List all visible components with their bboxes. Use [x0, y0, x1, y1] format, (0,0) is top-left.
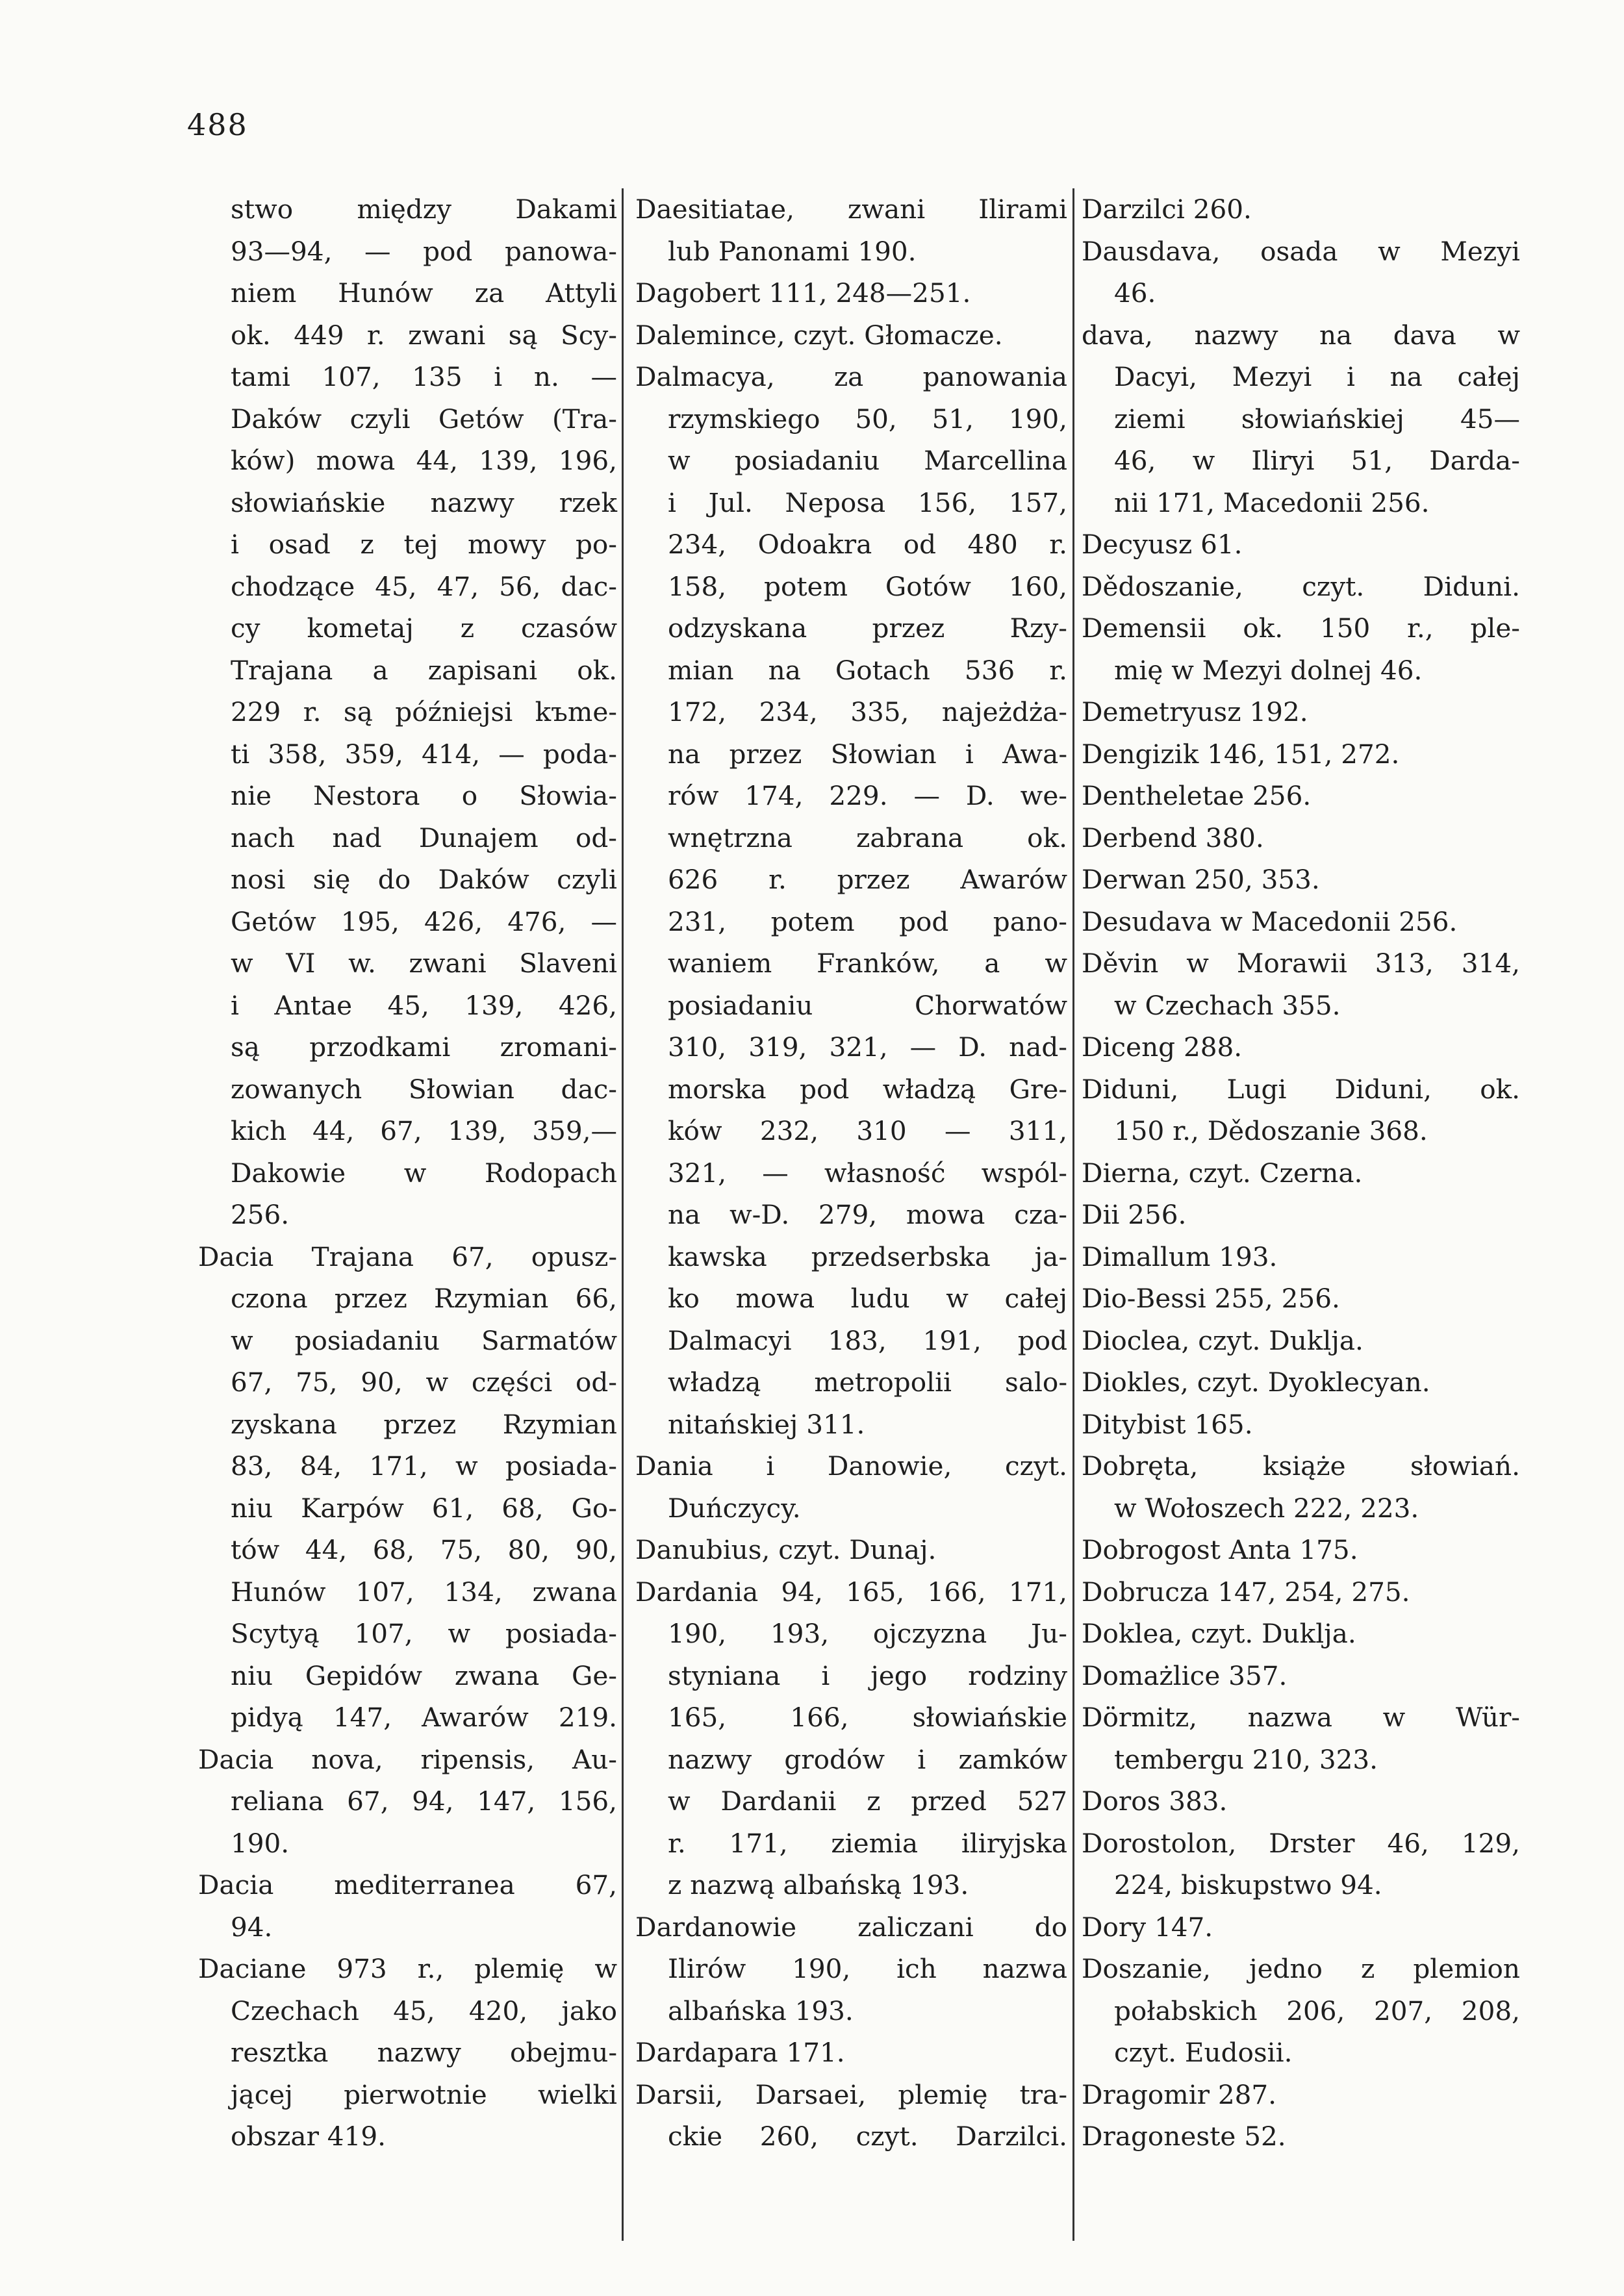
index-entry-continuation: Ilirów 190, ich nazwa: [668, 1953, 1067, 1984]
index-entry-continuation: w Wołoszech 222, 223.: [1114, 1492, 1419, 1524]
index-entry-continuation: 224, biskupstwo 94.: [1114, 1869, 1382, 1900]
index-entry-head: Decyusz 61.: [1082, 529, 1243, 560]
index-entry-continuation: połabskich 206, 207, 208,: [1114, 1995, 1520, 2026]
index-entry-continuation: 321, — własność wspól-: [668, 1157, 1067, 1189]
column-rule-right: [1072, 188, 1074, 2241]
index-entry-head: Diduni, Lugi Diduni, ok.: [1082, 1073, 1520, 1105]
index-entry-head: Dausdava, osada w Mezyi: [1082, 235, 1520, 267]
index-entry-head: Darzilci 260.: [1082, 194, 1252, 225]
index-entry-head: Diokles, czyt. Dyoklecyan.: [1082, 1367, 1430, 1398]
index-entry-continuation: czyt. Eudosii.: [1114, 2037, 1293, 2068]
index-entry-continuation: 94.: [231, 1911, 273, 1943]
index-entry-head: Dioclea, czyt. Duklja.: [1082, 1324, 1364, 1356]
index-entry-head: Derbend 380.: [1082, 822, 1264, 853]
index-entry-continuation: mię w Mezyi dolnej 46.: [1114, 654, 1423, 686]
index-entry-continuation: są przodkami zromani-: [231, 1031, 617, 1063]
index-entry-continuation: posiadaniu Chorwatów: [668, 989, 1067, 1021]
index-entry-head: Dardania 94, 165, 166, 171,: [635, 1576, 1067, 1608]
index-entry-continuation: i osad z tej mowy po-: [231, 529, 617, 560]
index-entry-head: Danubius, czyt. Dunaj.: [635, 1534, 937, 1565]
index-entry-continuation: ko mowa ludu w całej: [668, 1283, 1067, 1314]
index-entry-continuation: odzyskana przez Rzy-: [668, 612, 1067, 644]
index-entry-continuation: rzymskiego 50, 51, 190,: [668, 403, 1067, 435]
index-entry-continuation: albańska 193.: [668, 1995, 854, 2026]
index-entry-continuation: Getów 195, 426, 476, —: [231, 905, 617, 937]
index-entry-continuation: jącej pierwotnie wielki: [231, 2078, 617, 2110]
index-entry-continuation: Scytyą 107, w posiada-: [231, 1618, 617, 1649]
index-entry-continuation: 626 r. przez Awarów: [668, 864, 1067, 895]
index-entry-continuation: 83, 84, 171, w posiada-: [231, 1450, 617, 1482]
index-entry-continuation: w Dardanii z przed 527: [668, 1785, 1067, 1817]
index-entry-continuation: niem Hunów za Attyli: [231, 277, 617, 309]
index-entry-continuation: 46.: [1114, 277, 1156, 309]
index-entry-continuation: 165, 166, słowiańskie: [668, 1702, 1067, 1733]
index-entry-head: Dacia mediterranea 67,: [198, 1869, 617, 1900]
index-entry-continuation: nii 171, Macedonii 256.: [1114, 486, 1430, 518]
index-entry-continuation: nazwy grodów i zamków: [668, 1743, 1067, 1775]
index-entry-head: Doklea, czyt. Duklja.: [1082, 1618, 1356, 1649]
index-entry-continuation: resztka nazwy obejmu-: [231, 2037, 617, 2068]
index-entry-head: Dobrucza 147, 254, 275.: [1082, 1576, 1410, 1608]
index-entry-head: Dacia nova, ripensis, Au-: [198, 1743, 617, 1775]
index-entry-continuation: mian na Gotach 536 r.: [668, 654, 1067, 686]
index-entry-continuation: 172, 234, 335, najeżdża-: [668, 696, 1067, 727]
index-entry-continuation: tów 44, 68, 75, 80, 90,: [231, 1534, 617, 1565]
index-column-3: [1082, 188, 1520, 2158]
index-entry-continuation: 150 r., Dědoszanie 368.: [1114, 1115, 1428, 1146]
index-entry-continuation: na w-D. 279, mowa cza-: [668, 1199, 1067, 1230]
index-entry-continuation: Dakowie w Rodopach: [231, 1157, 617, 1189]
index-entry-continuation: rów 174, 229. — D. we-: [668, 780, 1067, 811]
index-entry-continuation: kich 44, 67, 139, 359,—: [231, 1115, 617, 1146]
index-entry-continuation: Trajana a zapisani ok.: [231, 654, 617, 686]
index-entry-head: Dragoneste 52.: [1082, 2121, 1286, 2152]
index-entry-head: Dalmacya, za panowania: [635, 361, 1067, 392]
index-entry-continuation: niu Karpów 61, 68, Go-: [231, 1492, 617, 1524]
index-entry-head: Dědoszanie, czyt. Diduni.: [1082, 570, 1520, 602]
index-entry-head: Dalemince, czyt. Głomacze.: [635, 319, 1003, 351]
index-column-1: [198, 188, 617, 2158]
index-entry-continuation: 46, w Iliryi 51, Darda-: [1114, 445, 1520, 476]
index-entry-head: Domażlice 357.: [1082, 1659, 1288, 1691]
page-number: 488: [187, 107, 248, 142]
index-entry-continuation: władzą metropolii salo-: [668, 1367, 1067, 1398]
index-entry-continuation: 310, 319, 321, — D. nad-: [668, 1031, 1067, 1063]
index-entry-head: Dierna, czyt. Czerna.: [1082, 1157, 1363, 1189]
index-entry-head: Děvin w Morawii 313, 314,: [1082, 948, 1520, 979]
index-column-2: [635, 188, 1067, 2158]
index-entry-continuation: chodzące 45, 47, 56, dac-: [231, 570, 617, 602]
index-entry-head: Dorostolon, Drster 46, 129,: [1082, 1827, 1520, 1859]
index-entry-continuation: 256.: [231, 1199, 290, 1230]
index-entry-head: Diceng 288.: [1082, 1031, 1243, 1063]
index-entry-continuation: 190, 193, ojczyzna Ju-: [668, 1618, 1067, 1649]
index-entry-head: Dengizik 146, 151, 272.: [1082, 738, 1400, 770]
index-entry-head: Daesitiatae, zwani Ilirami: [635, 194, 1067, 225]
index-entry-head: Dacia Trajana 67, opusz-: [198, 1241, 617, 1272]
index-entry-head: Dardanowie zaliczani do: [635, 1911, 1067, 1943]
index-entry-continuation: waniem Franków, a w: [668, 948, 1067, 979]
index-entry-head: Demensii ok. 150 r., ple-: [1082, 612, 1520, 644]
index-entry-continuation: nie Nestora o Słowia-: [231, 780, 617, 811]
index-entry-continuation: stwo między Dakami: [231, 194, 617, 225]
index-entry-continuation: w Czechach 355.: [1114, 989, 1341, 1021]
index-entry-head: Desudava w Macedonii 256.: [1082, 905, 1458, 937]
index-entry-continuation: wnętrzna zabrana ok.: [668, 822, 1067, 853]
column-rule-left: [622, 188, 624, 2241]
index-entry-continuation: w posiadaniu Marcellina: [668, 445, 1067, 476]
index-entry-continuation: 93—94, — pod panowa-: [231, 235, 617, 267]
index-entry-continuation: ti 358, 359, 414, — poda-: [231, 738, 617, 770]
index-entry-head: Dimallum 193.: [1082, 1241, 1278, 1272]
index-entry-continuation: ok. 449 r. zwani są Scy-: [231, 319, 617, 351]
index-entry-continuation: lub Panonami 190.: [668, 235, 917, 267]
index-entry-continuation: Hunów 107, 134, zwana: [231, 1576, 617, 1608]
index-entry-head: Doszanie, jedno z plemion: [1082, 1953, 1520, 1984]
index-entry-head: Ditybist 165.: [1082, 1408, 1253, 1440]
index-entry-continuation: reliana 67, 94, 147, 156,: [231, 1785, 617, 1817]
index-entry-continuation: ziemi słowiańskiej 45—: [1114, 403, 1520, 435]
index-entry-head: Daciane 973 r., plemię w: [198, 1953, 617, 1984]
index-entry-continuation: styniana i jego rodziny: [668, 1659, 1067, 1691]
index-entry-continuation: Czechach 45, 420, jako: [231, 1995, 617, 2026]
index-entry-continuation: cy kometaj z czasów: [231, 612, 617, 644]
index-entry-continuation: Daków czyli Getów (Tra-: [231, 403, 617, 435]
index-entry-continuation: z nazwą albańską 193.: [668, 1869, 969, 1900]
index-entry-continuation: nosi się do Daków czyli: [231, 864, 617, 895]
index-entry-continuation: obszar 419.: [231, 2121, 386, 2152]
index-entry-continuation: ków 232, 310 — 311,: [668, 1115, 1067, 1146]
index-entry-continuation: pidyą 147, Awarów 219.: [231, 1702, 617, 1733]
index-entry-continuation: tembergu 210, 323.: [1114, 1743, 1378, 1775]
index-entry-continuation: na przez Słowian i Awa-: [668, 738, 1067, 770]
index-entry-continuation: 231, potem pod pano-: [668, 905, 1067, 937]
index-entry-continuation: w posiadaniu Sarmatów: [231, 1324, 617, 1356]
index-entry-continuation: zowanych Słowian dac-: [231, 1073, 617, 1105]
index-entry-continuation: 190.: [231, 1827, 290, 1859]
index-entry-continuation: i Antae 45, 139, 426,: [231, 989, 617, 1021]
index-entry-head: Dardapara 171.: [635, 2037, 845, 2068]
index-entry-continuation: ckie 260, czyt. Darzilci.: [668, 2121, 1067, 2152]
index-entry-continuation: kawska przedserbska ja-: [668, 1241, 1067, 1272]
index-entry-continuation: niu Gepidów zwana Ge-: [231, 1659, 617, 1691]
index-entry-head: dava, nazwy na dava w: [1082, 319, 1520, 351]
index-entry-head: Dii 256.: [1082, 1199, 1187, 1230]
index-entry-continuation: morska pod władzą Gre-: [668, 1073, 1067, 1105]
index-entry-head: Doros 383.: [1082, 1785, 1228, 1817]
index-entry-continuation: Dacyi, Mezyi i na całej: [1114, 361, 1520, 392]
index-entry-head: Dragomir 287.: [1082, 2078, 1277, 2110]
index-entry-continuation: 67, 75, 90, w części od-: [231, 1367, 617, 1398]
index-entry-continuation: Dalmacyi 183, 191, pod: [668, 1324, 1067, 1356]
index-entry-head: Demetryusz 192.: [1082, 696, 1308, 727]
index-entry-head: Dory 147.: [1082, 1911, 1213, 1943]
index-entry-continuation: 158, potem Gotów 160,: [668, 570, 1067, 602]
index-entry-continuation: Duńczycy.: [668, 1492, 801, 1524]
index-entry-head: Dagobert 111, 248—251.: [635, 277, 971, 309]
index-entry-continuation: ków) mowa 44, 139, 196,: [231, 445, 617, 476]
index-entry-continuation: zyskana przez Rzymian: [231, 1408, 617, 1440]
index-entry-head: Darsii, Darsaei, plemię tra-: [635, 2078, 1067, 2110]
index-entry-head: Derwan 250, 353.: [1082, 864, 1320, 895]
index-entry-continuation: słowiańskie nazwy rzek: [231, 486, 617, 518]
index-entry-head: Dio-Bessi 255, 256.: [1082, 1283, 1340, 1314]
index-entry-continuation: r. 171, ziemia iliryjska: [668, 1827, 1067, 1859]
index-entry-continuation: czona przez Rzymian 66,: [231, 1283, 617, 1314]
index-entry-continuation: 229 r. są późniejsi kъme-: [231, 696, 617, 727]
index-entry-head: Dentheletae 256.: [1082, 780, 1312, 811]
index-entry-head: Dobręta, książe słowiań.: [1082, 1450, 1520, 1482]
index-entry-continuation: 234, Odoakra od 480 r.: [668, 529, 1067, 560]
index-entry-head: Dörmitz, nazwa w Wür-: [1082, 1702, 1520, 1733]
index-entry-head: Dobrogost Anta 175.: [1082, 1534, 1358, 1565]
index-entry-continuation: nach nad Dunajem od-: [231, 822, 617, 853]
index-entry-continuation: nitańskiej 311.: [668, 1408, 865, 1440]
index-entry-head: Dania i Danowie, czyt.: [635, 1450, 1067, 1482]
index-entry-continuation: w VI w. zwani Slaveni: [231, 948, 617, 979]
index-entry-continuation: i Jul. Neposa 156, 157,: [668, 486, 1067, 518]
index-entry-continuation: tami 107, 135 i n. —: [231, 361, 617, 392]
